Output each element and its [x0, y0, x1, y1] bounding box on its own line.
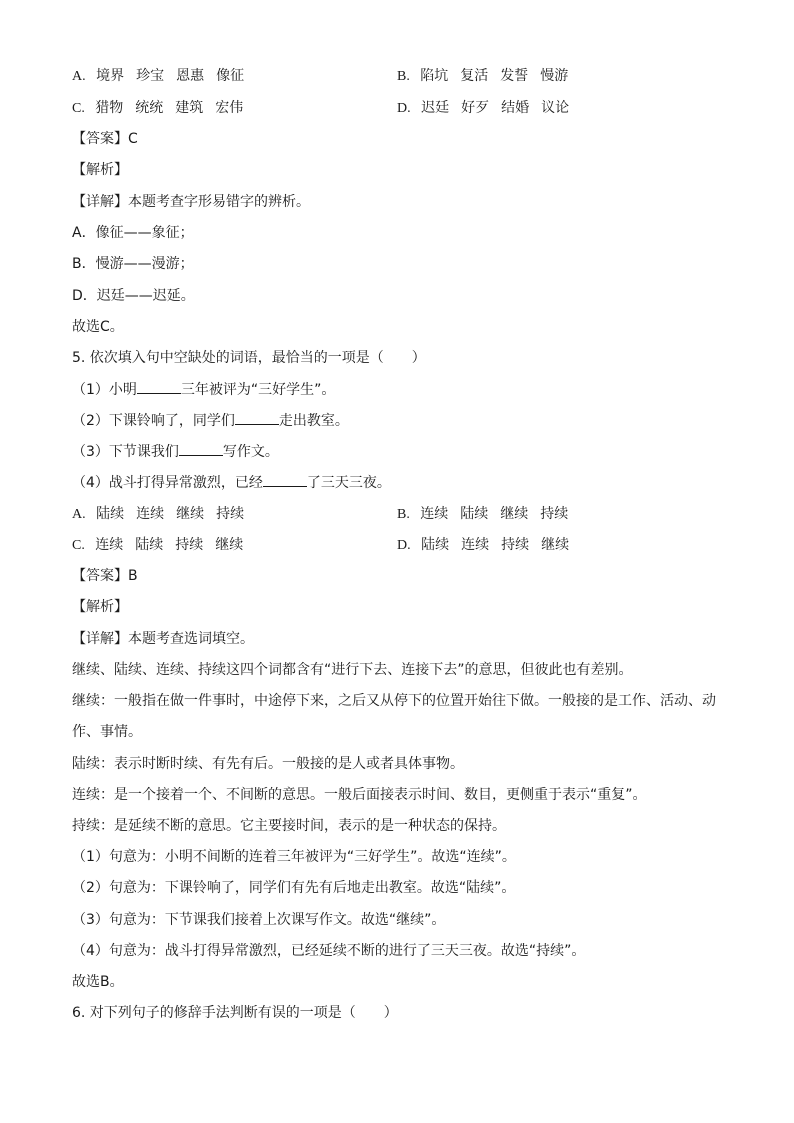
q5-text-line: 连续：是一个接着一个、不间断的意思。一般后面接表示时间、数目，更侧重于表示“重复”。 — [72, 787, 647, 803]
q4-analysis-heading: 【解析】 — [72, 162, 128, 178]
q4-answer: 【答案】C — [72, 131, 138, 147]
q5-text-line: 持续：是延续不断的意思。它主要接时间，表示的是一种状态的保持。 — [72, 818, 506, 834]
option-word: 连续 — [461, 537, 490, 553]
option-word: 继续 — [176, 506, 205, 522]
q5-option-d — [397, 535, 569, 556]
q5-text-line: （4）句意为：战斗打得异常激烈，已经延续不断的进行了三天三夜。故选“持续”。 — [72, 943, 586, 959]
q4-option-d — [397, 98, 569, 119]
q5-text-line: 继续：一般指在做一件事时，中途停下来，之后又从停下的位置开始往下做。一般接的是工作、活动、动 — [72, 693, 716, 709]
item-text: （1）小明 — [72, 382, 137, 398]
option-word: 统统 — [135, 100, 164, 116]
q5-analysis-heading: 【解析】 — [72, 599, 128, 615]
q5-item-2 — [72, 410, 349, 431]
q5-text-line: 继续、陆续、连续、持续这四个词都含有“进行下去、连接下去”的意思，但彼此也有差别。 — [72, 662, 633, 678]
item-text: （3）下节课我们 — [72, 444, 179, 460]
option-word: 猎物 — [95, 100, 124, 116]
item-text: （2）下课铃响了，同学们 — [72, 413, 235, 429]
option-label: C. — [72, 101, 85, 116]
q5-text-line: （2）句意为：下课铃响了，同学们有先有后地走出教室。故选“陆续”。 — [72, 880, 516, 896]
item-text: 了三天三夜。 — [306, 475, 391, 491]
q5-option-c — [72, 535, 243, 556]
option-word: 境界 — [96, 68, 125, 84]
q5-text-line: （1）句意为：小明不间断的连着三年被评为“三好学生”。故选“连续”。 — [72, 849, 516, 865]
option-word: 陆续 — [96, 506, 125, 522]
option-word: 连续 — [420, 506, 449, 522]
option-word: 陆续 — [135, 537, 164, 553]
option-word: 陷坑 — [420, 68, 449, 84]
option-word: 宏伟 — [215, 100, 244, 116]
option-word: 持续 — [216, 506, 245, 522]
q5-text-line: （3）句意为：下节课我们接着上次课写作文。故选“继续”。 — [72, 912, 446, 928]
q5-option-b — [397, 504, 568, 525]
q5-item-1 — [72, 379, 335, 400]
option-word: 连续 — [95, 537, 124, 553]
option-label: A. — [72, 69, 86, 84]
option-word: 陆续 — [421, 537, 450, 553]
q5-stem: 5. 依次填入句中空缺处的词语，最恰当的一项是（ ） — [72, 350, 426, 366]
option-word: 好歹 — [461, 100, 490, 116]
option-label: D. — [397, 538, 411, 553]
option-word: 珍宝 — [136, 68, 165, 84]
q5-answer: 【答案】B — [72, 568, 138, 584]
option-word: 复活 — [460, 68, 489, 84]
q4-detail: 【详解】本题考查字形易错字的辨析。 — [72, 194, 310, 210]
q5-detail: 【详解】本题考查选词填空。 — [72, 631, 254, 647]
q5-item-4 — [72, 472, 391, 493]
q5-option-a — [72, 504, 244, 525]
q5-item-3 — [72, 441, 279, 462]
item-text: 写作文。 — [222, 444, 279, 460]
option-word: 持续 — [501, 537, 530, 553]
option-label: A. — [72, 507, 86, 522]
option-word: 议论 — [541, 100, 570, 116]
option-word: 持续 — [540, 506, 569, 522]
q5-text-line: 陆续：表示时断时续、有先有后。一般接的是人或者具体事物。 — [72, 756, 464, 772]
option-word: 像征 — [216, 68, 245, 84]
q5-conclusion: 故选B。 — [72, 974, 124, 990]
option-word: 慢游 — [540, 68, 569, 84]
option-label: D. — [397, 101, 411, 116]
item-text: 走出教室。 — [278, 413, 349, 429]
fill-blank — [235, 410, 279, 425]
q4-explanation-line: D．迟廷——迟延。 — [72, 288, 195, 304]
q6-stem: 6. 对下列句子的修辞手法判断有误的一项是（ ） — [72, 1005, 398, 1021]
option-word: 继续 — [215, 537, 244, 553]
option-word: 结婚 — [501, 100, 530, 116]
option-word: 建筑 — [175, 100, 204, 116]
option-word: 连续 — [136, 506, 165, 522]
option-label: C. — [72, 538, 85, 553]
option-label: B. — [397, 507, 410, 522]
option-word: 恩惠 — [176, 68, 205, 84]
item-text: 三年被评为“三好学生”。 — [180, 382, 336, 398]
q4-explanation-line: A．像征——象征； — [72, 225, 194, 241]
q4-conclusion: 故选C。 — [72, 319, 124, 335]
fill-blank — [137, 379, 181, 394]
option-label: B. — [397, 69, 410, 84]
q4-option-a — [72, 66, 244, 87]
q5-text-line: 作、事情。 — [72, 724, 142, 740]
q4-option-c — [72, 98, 243, 119]
option-word: 陆续 — [460, 506, 489, 522]
fill-blank — [179, 441, 223, 456]
fill-blank — [263, 472, 307, 487]
option-word: 发誓 — [500, 68, 529, 84]
option-word: 迟廷 — [421, 100, 450, 116]
item-text: （4）战斗打得异常激烈，已经 — [72, 475, 263, 491]
q4-explanation-line: B．慢游——漫游； — [72, 256, 194, 272]
option-word: 继续 — [500, 506, 529, 522]
q4-option-b — [397, 66, 568, 87]
option-word: 继续 — [541, 537, 570, 553]
option-word: 持续 — [175, 537, 204, 553]
